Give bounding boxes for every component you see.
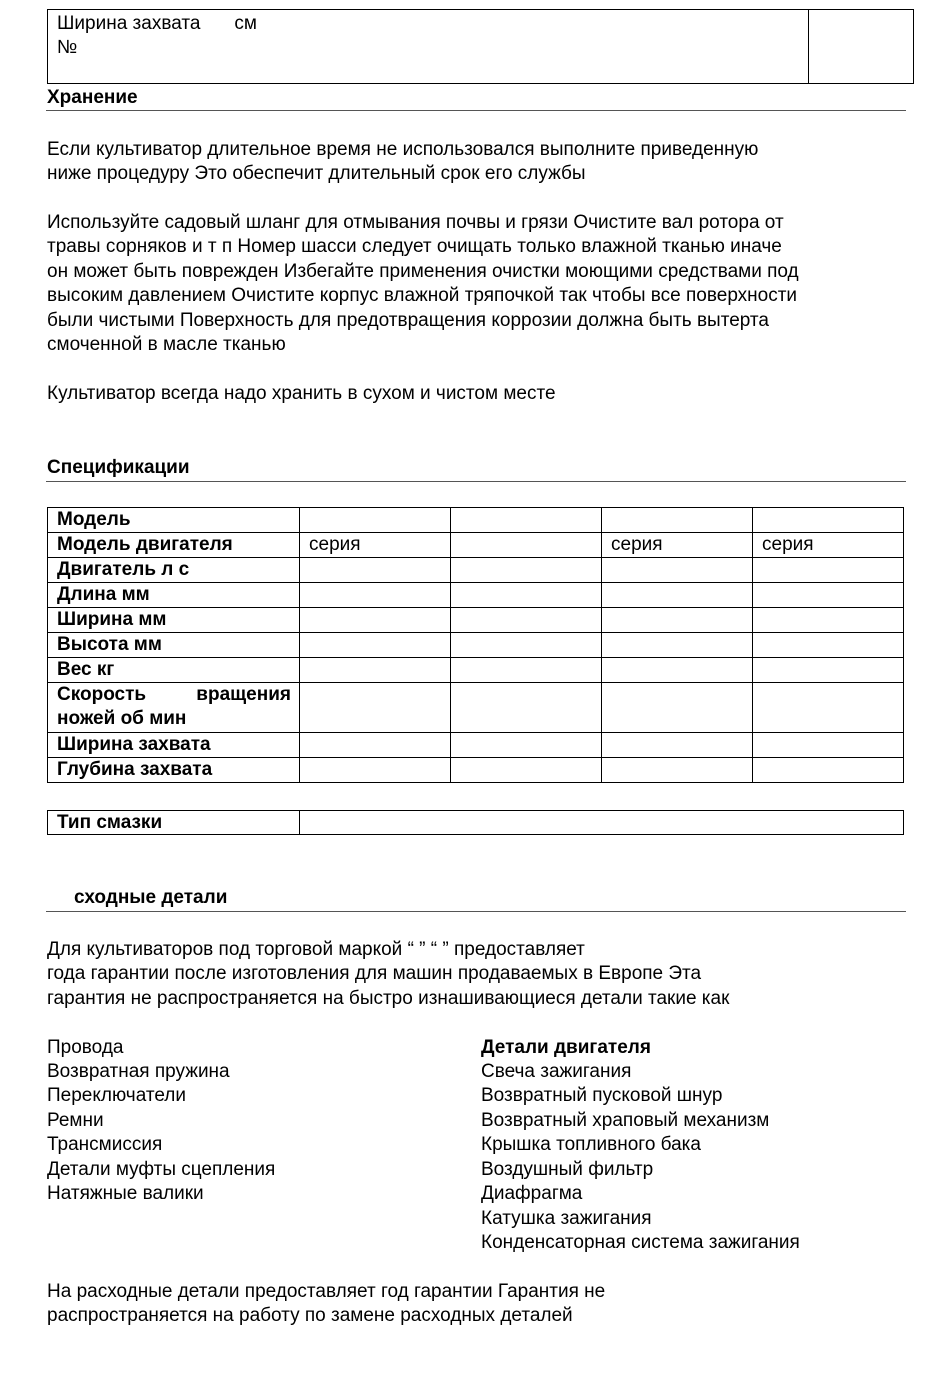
row-label: Вес кг — [48, 658, 300, 683]
table-cell — [753, 608, 904, 633]
text-line: травы сорняков и т п Номер шасси следует очищать только влажной тканью иначе — [47, 236, 782, 257]
table-cell — [300, 733, 451, 758]
text-line: были чистыми Поверхность для предотвращения коррозии должна быть вытерта — [47, 310, 769, 331]
table-cell — [753, 758, 904, 783]
table-cell — [602, 558, 753, 583]
table-cell — [451, 633, 602, 658]
row-label: Модель двигателя — [48, 533, 300, 558]
table-cell — [300, 608, 451, 633]
table-cell — [753, 733, 904, 758]
list-item: Конденсаторная система зажигания — [481, 1232, 800, 1253]
table-cell — [602, 683, 753, 733]
table-cell: серия — [300, 533, 451, 558]
table-cell — [451, 733, 602, 758]
table-row — [48, 733, 904, 758]
lubrication-table — [47, 810, 904, 835]
consumables-heading-rule — [46, 911, 906, 912]
row-label-line: ножей об мин — [57, 708, 187, 729]
table-cell — [300, 508, 451, 533]
text-line: гарантия не распространяется на быстро изнашивающиеся детали такие как — [47, 988, 730, 1009]
list-item: Крышка топливного бака — [481, 1134, 701, 1155]
capture-width-label: Ширина захвата — [57, 13, 201, 34]
table-cell — [753, 508, 904, 533]
row-label: Высота мм — [48, 633, 300, 658]
table-cell — [451, 558, 602, 583]
table-cell — [602, 583, 753, 608]
list-item: Трансмиссия — [47, 1134, 163, 1155]
engine-parts-heading: Детали двигателя — [481, 1037, 651, 1058]
table-cell — [602, 508, 753, 533]
row-label — [48, 683, 300, 733]
specs-heading-rule — [46, 481, 906, 482]
specifications-table — [47, 507, 904, 783]
lubrication-label: Тип смазки — [48, 811, 300, 835]
storage-heading-rule — [46, 110, 906, 111]
table-cell — [753, 683, 904, 733]
table-row — [48, 608, 904, 633]
table-cell — [602, 633, 753, 658]
table-row — [48, 633, 904, 658]
list-item: Возвратный пусковой шнур — [481, 1085, 723, 1106]
text-line: смоченной в масле тканью — [47, 334, 286, 355]
list-item: Детали муфты сцепления — [47, 1159, 276, 1180]
row-label: Модель — [48, 508, 300, 533]
row-label: Глубина захвата — [48, 758, 300, 783]
capture-width-unit: см — [234, 13, 257, 34]
row-label: Двигатель л с — [48, 558, 300, 583]
table-cell — [451, 758, 602, 783]
list-item: Катушка зажигания — [481, 1208, 652, 1229]
storage-paragraph-3: Культиватор всегда надо хранить в сухом и чистом месте — [47, 383, 556, 404]
table-cell — [451, 683, 602, 733]
table-cell — [602, 758, 753, 783]
top-box-divider — [808, 10, 809, 83]
row-label: Длина мм — [48, 583, 300, 608]
table-cell — [753, 633, 904, 658]
list-item: Свеча зажигания — [481, 1061, 632, 1082]
table-row — [48, 683, 904, 733]
table-cell — [602, 608, 753, 633]
text-line: Используйте садовый шланг для отмывания почвы и грязи Очистите вал ротора от — [47, 212, 784, 233]
table-row — [48, 658, 904, 683]
table-cell — [451, 658, 602, 683]
table-row — [48, 583, 904, 608]
list-item: Возвратная пружина — [47, 1061, 230, 1082]
table-cell — [451, 533, 602, 558]
row-label-line: Скорость вращения — [57, 684, 291, 705]
list-item: Возвратный храповый механизм — [481, 1110, 770, 1131]
table-cell: серия — [753, 533, 904, 558]
text-line: высоким давлением Очистите корпус влажной тряпочкой так чтобы все поверхности — [47, 285, 798, 306]
list-item: Переключатели — [47, 1085, 186, 1106]
list-item: Воздушный фильтр — [481, 1159, 654, 1180]
table-cell — [300, 683, 451, 733]
table-row — [48, 558, 904, 583]
text-line: Для культиваторов под торговой маркой “ ” “ ” предоставляет — [47, 939, 585, 960]
specs-heading: Спецификации — [47, 457, 190, 478]
table-cell — [300, 558, 451, 583]
text-line: он может быть поврежден Избегайте применения очистки моющими средствами под — [47, 261, 799, 282]
row-label: Ширина мм — [48, 608, 300, 633]
text-line: ниже процедуру Это обеспечит длительный срок его службы — [47, 163, 586, 184]
table-cell — [602, 658, 753, 683]
table-row — [48, 533, 904, 558]
table-cell — [753, 558, 904, 583]
table-cell — [300, 633, 451, 658]
table-cell — [300, 758, 451, 783]
table-row — [48, 811, 904, 835]
number-label: № — [57, 37, 78, 58]
top-box-line-1 — [57, 12, 257, 36]
row-label: Ширина захвата — [48, 733, 300, 758]
consumables-heading: сходные детали — [74, 887, 228, 908]
table-cell — [300, 658, 451, 683]
list-item: Ремни — [47, 1110, 104, 1131]
table-cell — [753, 658, 904, 683]
table-cell — [753, 583, 904, 608]
text-line: распространяется на работу по замене расходных деталей — [47, 1305, 573, 1326]
text-line: На расходные детали предоставляет год гарантии Гарантия не — [47, 1281, 606, 1302]
list-item: Диафрагма — [481, 1183, 583, 1204]
table-cell — [451, 583, 602, 608]
list-item: Натяжные валики — [47, 1183, 204, 1204]
lubrication-value — [300, 811, 904, 835]
table-cell — [602, 733, 753, 758]
top-info-box — [47, 9, 914, 84]
table-row — [48, 508, 904, 533]
table-cell — [300, 583, 451, 608]
text-line: года гарантии после изготовления для машин продаваемых в Европе Эта — [47, 963, 702, 984]
table-cell — [451, 508, 602, 533]
table-cell — [451, 608, 602, 633]
table-row — [48, 758, 904, 783]
list-item: Провода — [47, 1037, 124, 1058]
storage-heading: Хранение — [47, 87, 138, 108]
table-cell: серия — [602, 533, 753, 558]
text-line: Если культиватор длительное время не использовался выполните приведенную — [47, 139, 759, 160]
